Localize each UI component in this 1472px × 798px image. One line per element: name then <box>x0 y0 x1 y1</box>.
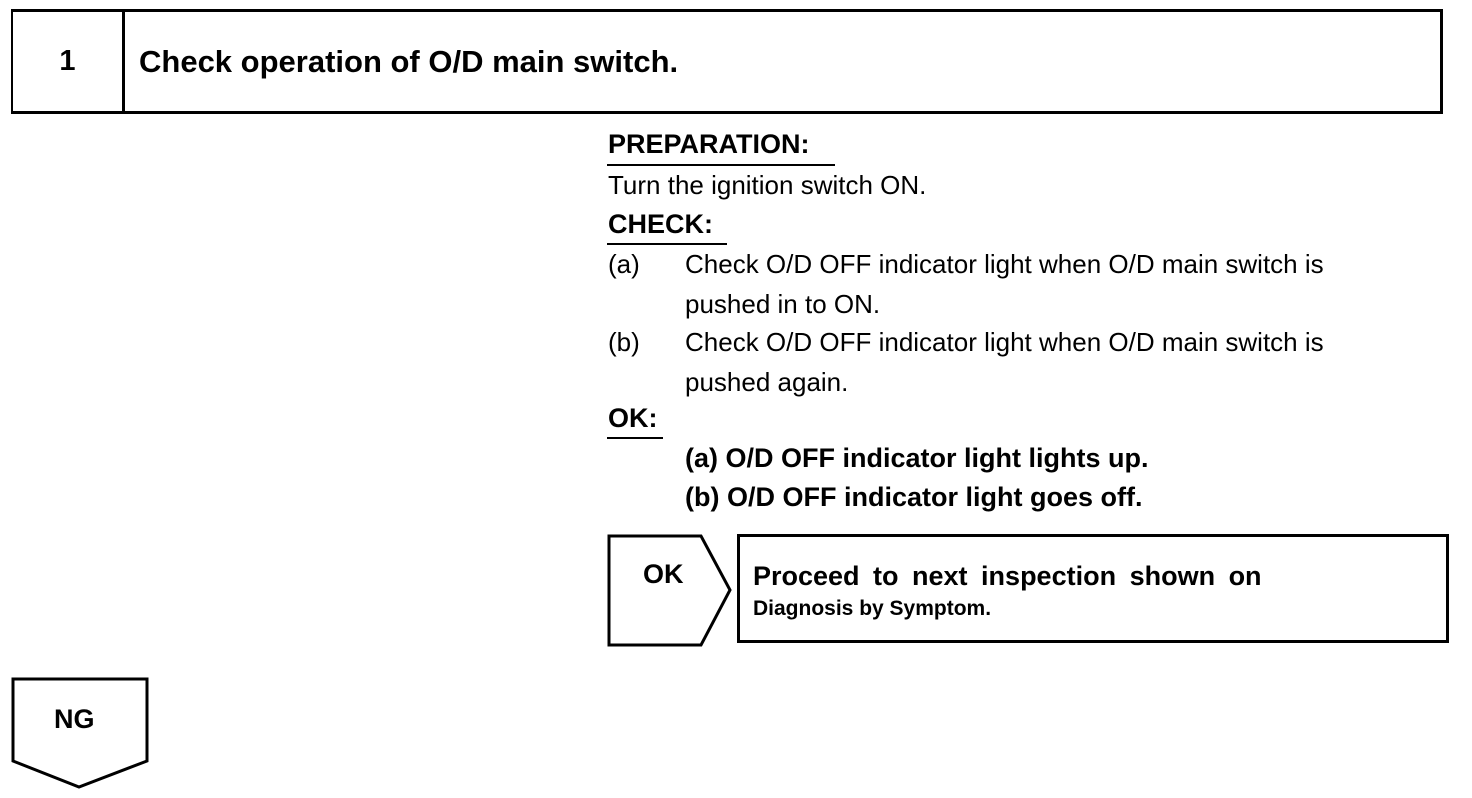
ok-branch-link-text: Diagnosis by Symptom. <box>753 597 992 620</box>
preparation-text: Turn the ignition switch ON. <box>608 170 927 200</box>
ok-heading: OK: <box>608 403 658 433</box>
step-title: Check operation of O/D main switch. <box>139 43 679 79</box>
check-item-text <box>685 322 1449 402</box>
ok-underline <box>607 437 663 439</box>
check-heading: CHECK: <box>608 209 713 239</box>
ok-tag-label: OK <box>643 559 684 589</box>
check-item-line: Check O/D OFF indicator light when O/D main switch is <box>685 327 1324 357</box>
check-item-marker: (b) <box>608 327 640 357</box>
ok-tag-shape <box>607 534 735 648</box>
check-item-line: pushed again. <box>685 367 849 397</box>
check-item-line: Check O/D OFF indicator light when O/D main switch is <box>685 249 1324 279</box>
ok-branch-box <box>737 534 1449 643</box>
step-header <box>11 9 1443 114</box>
check-item-marker: (a) <box>608 249 640 279</box>
preparation-underline <box>607 164 835 166</box>
step-number: 1 <box>13 12 125 111</box>
ok-branch-text: Proceed to next inspection shown on <box>753 561 1262 591</box>
check-item-line: pushed in to ON. <box>685 289 881 319</box>
check-item-text <box>685 244 1449 324</box>
ok-result: (a) O/D OFF indicator light lights up. <box>685 443 1149 473</box>
ng-tag-label: NG <box>54 704 95 734</box>
ok-result: (b) O/D OFF indicator light goes off. <box>685 482 1143 512</box>
preparation-heading: PREPARATION: <box>608 129 810 159</box>
